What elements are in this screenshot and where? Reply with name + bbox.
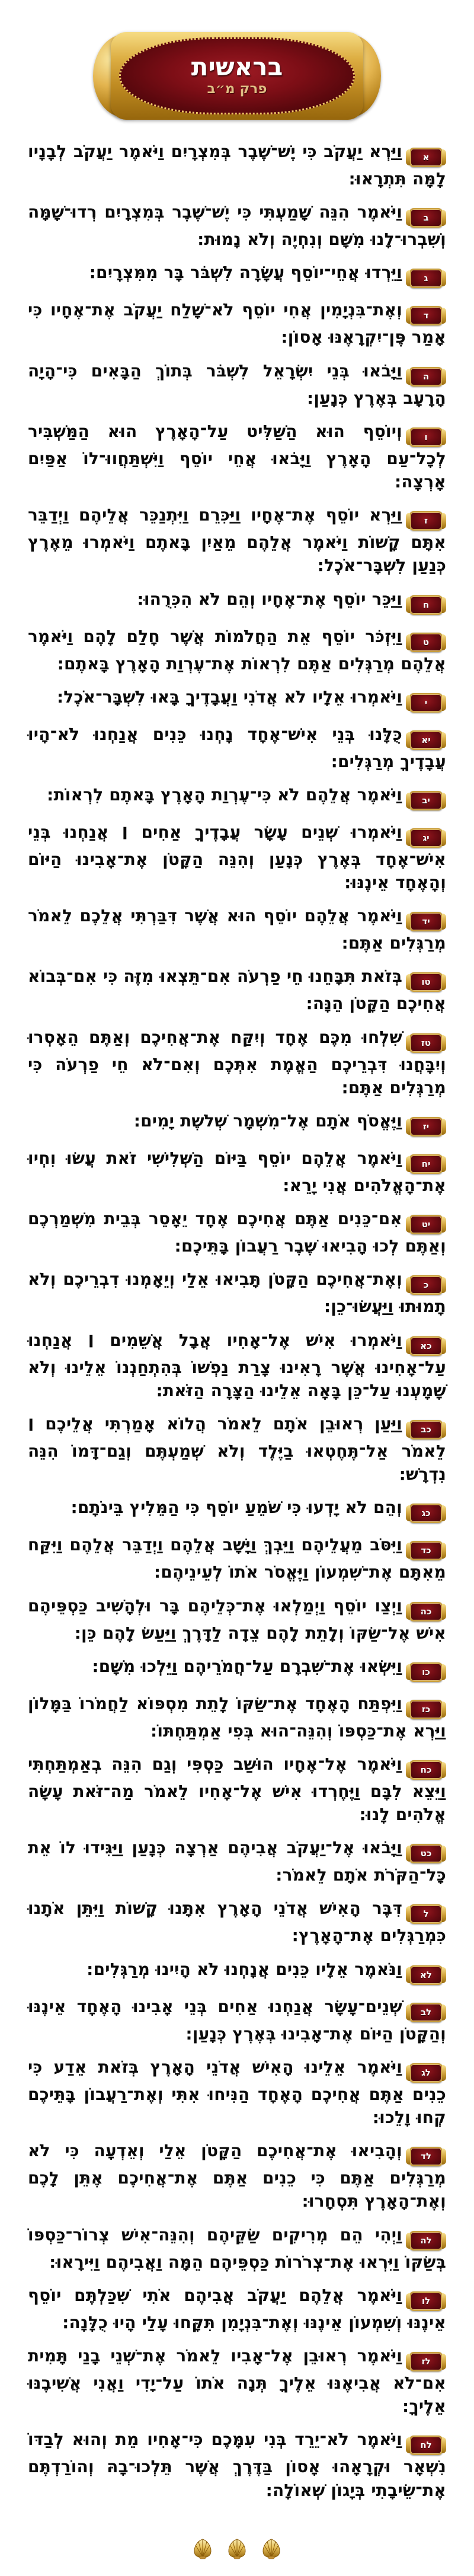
verse [28, 904, 446, 955]
verse-number-badge [409, 367, 443, 387]
verse [28, 1533, 446, 1584]
verse [28, 685, 446, 713]
verse-number-badge [409, 972, 443, 992]
verse [28, 1958, 446, 1985]
verse-number: ו [424, 431, 428, 442]
verse-number-badge [409, 1662, 443, 1682]
verse-number-badge [409, 633, 443, 652]
verse [28, 1026, 446, 1099]
verse-text: וַיִּסֹּב מֵעֲלֵיהֶם וַיֵּבְךְּ וַיָּשָׁב אֲלֵהֶם וַיְדַבֵּר אֲלֵהֶם וַיִּקַּח מֵאִתָּם אֶת־שִׁמְעוֹן וַיֶּאֱסֹר אֹתוֹ לְעֵינֵיהֶם: [28, 1535, 446, 1582]
verse-text: וַיֹּאמֶר אֲלֵהֶם יַעֲקֹב אֲבִיהֶם אֹתִי שִׁכַּלְתֶּם יוֹסֵף אֵינֶנּוּ וְשִׁמְעוֹן אֵינֶנּוּ וְאֶת־בִּנְיָמִן תִּקָּחוּ עָלַי הָיוּ כֻלָּנָה: [28, 2285, 446, 2332]
verse-text: דִּבֶּר הָאִישׁ אֲדֹנֵי הָאָרֶץ אִתָּנוּ קָשׁוֹת וַיִּתֵּן אֹתָנוּ כִּמְרַגְּלִים אֶת־הָאָרֶץ: [28, 1898, 446, 1946]
verse-number-badge [409, 1541, 443, 1560]
verse-number: לח [420, 2440, 432, 2451]
verse-number-badge [409, 912, 443, 931]
verse-number-badge [409, 1275, 443, 1295]
shell-icon [227, 2538, 247, 2559]
verse [28, 1897, 446, 1947]
verse-number-badge [409, 595, 443, 615]
verse-number-badge [409, 148, 443, 167]
verse-number-badge [409, 2291, 443, 2311]
verse-text: וַיַּכֵּר יוֹסֵף אֶת־אֶחָיו וְהֵם לֹא הִכִּרֻהוּ: [137, 589, 402, 609]
verse-text: וַיֹּאמְרוּ אִישׁ אֶל־אָחִיו אֲבָל אֲשֵׁמִים ׀ אֲנַחְנוּ עַל־אָחִינוּ אֲשֶׁר רָאִינוּ צָרַת נַפְשׁוֹ בְּהִתְחַנְנוֹ אֵלֵינוּ וְלֹא שָׁמָעְנוּ עַל־כֵּן בָּאָה אֵלֵינוּ הַצָּרָה הַזֹּאת: [28, 1330, 446, 1400]
verse-text: וַיִּשְׂאוּ אֶת־שִׁבְרָם עַל־חֲמֹרֵיהֶם וַיֵּלְכוּ מִשָּׁם: [92, 1656, 402, 1676]
verse-number-badge [409, 1965, 443, 1985]
verse-text: כֻּלָּנוּ בְּנֵי אִישׁ־אֶחָד נָחְנוּ כֵּנִים אֲנַחְנוּ לֹא־הָיוּ עֲבָדֶיךָ מְרַגְּלִים: [28, 724, 446, 771]
verse-number: יט [421, 1219, 431, 1230]
verse [28, 140, 446, 190]
verse-text: וַיֹּאמֶר רְאוּבֵן אֶל־אָבִיו לֵאמֹר אֶת־שְׁנֵי בָנַי תָּמִית אִם־לֹא אֲבִיאֶנּוּ אֵלֶיךָ תְּנָה אֹתוֹ עַל־יָדִי וַאֲנִי אֲשִׁיבֶנּוּ אֵלֶיךָ: [28, 2345, 446, 2417]
verse-number-badge [409, 1215, 443, 1234]
verse [28, 1207, 446, 1257]
verse-number-badge [409, 1154, 443, 1174]
verse-text: אִם־כֵּנִים אַתֶּם אֲחִיכֶם אֶחָד יֵאָסֵר בְּבֵית מִשְׁמַרְכֶם וְאַתֶּם לְכוּ הָבִיאוּ שֶׁבֶר רַעֲבוֹן בָּתֵּיכֶם: [28, 1209, 446, 1256]
verse-number: כג [421, 1508, 431, 1519]
chapter-label: פרק מ״ב [207, 81, 267, 97]
verse-number: ד [423, 310, 429, 321]
verse-number: יד [422, 916, 430, 927]
verse [28, 298, 446, 349]
verse-number: כח [420, 1764, 432, 1775]
verse-text: וַיַּעַן רְאוּבֵן אֹתָם לֵאמֹר הֲלוֹא אָמַרְתִּי אֲלֵיכֶם ׀ לֵאמֹר אַל־תֶּחֶטְאוּ בַיֶּלֶד וְלֹא שְׁמַעְתֶּם וְגַם־דָּמוֹ הִנֵּה נִדְרָשׁ: [28, 1413, 446, 1485]
verse [28, 503, 446, 577]
verse [28, 1753, 446, 1826]
verse-number-badge [409, 2003, 443, 2022]
verse [28, 588, 446, 615]
verse-number: לד [421, 2151, 431, 2162]
verse-number-badge [409, 208, 443, 228]
verse-number-badge [409, 1117, 443, 1137]
verse-number: לב [420, 2006, 432, 2018]
verse-text: וַיֵּרְדוּ אֲחֵי־יוֹסֵף עֲשָׂרָה לִשְׁבֹּר בָּר מִמִּצְרָיִם: [89, 263, 402, 283]
verse-number-badge [409, 2231, 443, 2251]
verse-text: וַיְצַו יוֹסֵף וַיְמַלְאוּ אֶת־כְּלֵיהֶם בָּר וּלְהָשִׁיב כַּסְפֵּיהֶם אִישׁ אֶל־שַׂקּוֹ וְלָתֵת לָהֶם צֵדָה לַדָּרֶךְ וַיַּעַשׂ לָהֶם כֵּן: [28, 1595, 446, 1643]
verse-text: וַנֹּאמֶר אֵלָיו כֵּנִים אֲנָחְנוּ לֹא הָיִינוּ מְרַגְּלִים: [87, 1959, 402, 1979]
verse-number: יח [421, 1158, 431, 1169]
verse-text: וַיֹּאמֶר לֹא־יֵרֵד בְּנִי עִמָּכֶם כִּי־אָחִיו מֵת וְהוּא לְבַדּוֹ נִשְׁאָר וּקְרָאָהוּ אָסוֹן בַּדֶּרֶךְ אֲשֶׁר תֵּלְכוּ־בָהּ וְהוֹרַדְתֶּם אֶת־שֵׂיבָתִי בְּיָגוֹן שְׁאוֹלָה: [28, 2430, 446, 2500]
verse-number: יג [422, 832, 430, 843]
verse-number: טז [421, 1037, 431, 1048]
verse-number: ב [423, 212, 429, 224]
verse-number-badge [409, 2063, 443, 2083]
shell-icon [261, 2538, 281, 2559]
verse [28, 821, 446, 894]
verse-number-badge [409, 1033, 443, 1053]
verse-text: וַיַּרְא יוֹסֵף אֶת־אֶחָיו וַיַּכִּרֵם וַיִּתְנַכֵּר אֲלֵיהֶם וַיְדַבֵּר אִתָּם קָשׁוֹת וַיֹּאמֶר אֲלֵהֶם מֵאַיִן בָּאתֶם וַיֹּאמְרוּ מֵאֶרֶץ כְּנַעַן לִשְׁבָּר־אֹכֶל: [28, 505, 446, 576]
verse-number-badge [409, 2435, 443, 2455]
verse-number-badge [409, 1844, 443, 1863]
verse-number-badge [409, 269, 443, 288]
verse-number-badge [409, 1904, 443, 1924]
verse-text: וְהֵם לֹא יָדְעוּ כִּי שֹׁמֵעַ יוֹסֵף כִּי הַמֵּלִיץ בֵּינֹתָם: [71, 1498, 402, 1518]
verse-number-badge [409, 306, 443, 325]
verse-number: כד [421, 1545, 431, 1556]
banner-red-panel [119, 37, 355, 114]
verse-number: לג [421, 2067, 431, 2078]
verse [28, 359, 446, 410]
verse [28, 1836, 446, 1886]
verse [28, 261, 446, 288]
verse-number-badge [409, 791, 443, 810]
verse-number-badge [409, 730, 443, 750]
verse-number-badge [409, 1504, 443, 1523]
verse [28, 1496, 446, 1523]
verse [28, 2428, 446, 2501]
verse [28, 965, 446, 1015]
verse-number-badge [409, 2147, 443, 2166]
verse-number: לא [420, 1969, 432, 1980]
verse [28, 1329, 446, 1402]
verse-number: ל [423, 1908, 429, 1920]
verse-text: וַיֹּאמְרוּ שְׁנֵים עָשָׂר עֲבָדֶיךָ אַחִים ׀ אֲנַחְנוּ בְּנֵי אִישׁ־אֶחָד בְּאֶרֶץ כְּנָעַן וְהִנֵּה הַקָּטֹן אֶת־אָבִינוּ הַיּוֹם וְהָאֶחָד אֵינֶנּוּ: [28, 822, 446, 893]
verse-number: י [424, 697, 428, 708]
verse-number: ט [422, 636, 430, 647]
verse-text: וְהָבִיאוּ אֶת־אֲחִיכֶם הַקָּטֹן אֵלַי וְאֵדְעָה כִּי לֹא מְרַגְּלִים אַתֶּם כִּי כֵנִים אַתֶּם אֶת־אֲחִיכֶם אֶתֵּן לָכֶם וְאֶת־הָאָרֶץ תִּסְחָרוּ: [28, 2141, 446, 2211]
verse [28, 1412, 446, 1486]
verse [28, 2223, 446, 2274]
verse-number: כו [422, 1666, 430, 1677]
verse-number: לז [421, 2355, 431, 2367]
verse-text: וַיֹּאמֶר אֵלֵינוּ הָאִישׁ אֲדֹנֵי הָאָרֶץ בְּזֹאת אֵדַע כִּי כֵנִים אַתֶּם אֲחִיכֶם הָאֶחָד הַנִּיחוּ אִתִּי וְאֶת־רַעֲבוֹן בָּתֵּיכֶם קְחוּ וָלֵכוּ: [28, 2057, 446, 2127]
verse-text: שִׁלְחוּ מִכֶּם אֶחָד וְיִקַּח אֶת־אֲחִיכֶם וְאַתֶּם הֵאָסְרוּ וְיִבָּחֲנוּ דִּבְרֵיכֶם הַאֱמֶת אִתְּכֶם וְאִם־לֹא חֵי פַרְעֹה כִּי מְרַגְּלִים אַתֶּם: [28, 1027, 446, 1097]
verse [28, 2344, 446, 2418]
verse-number: לו [421, 2295, 431, 2306]
verse-number-badge [409, 1336, 443, 1356]
page-root [0, 32, 474, 2559]
verse-number: ח [422, 599, 430, 610]
verse [28, 1594, 446, 1645]
verse [28, 1655, 446, 1682]
verse [28, 1147, 446, 1197]
verse-text: וַיָּבֹאוּ אֶל־יַעֲקֹב אֲבִיהֶם אַרְצָה כְּנָעַן וַיַּגִּידוּ לוֹ אֵת כָּל־הַקֹּרֹת אֹתָם לֵאמֹר: [28, 1838, 446, 1885]
footer-ornament [0, 2538, 474, 2559]
verse [28, 1995, 446, 2045]
verse-text: וְאֶת־אֲחִיכֶם הַקָּטֹן תָּבִיאוּ אֵלַי וְיֵאָמְנוּ דִבְרֵיכֶם וְלֹא תָמוּתוּ וַיַּעֲשׂוּ־כֵן: [28, 1269, 446, 1317]
verse-number: ה [422, 371, 430, 382]
verse-number: א [422, 152, 430, 162]
verse-text: בְּזֹאת תִּבָּחֵנוּ חֵי פַרְעֹה אִם־תֵּצְאוּ מִזֶּה כִּי אִם־בְּבוֹא אֲחִיכֶם הַקָּטֹן הֵנָּה: [28, 966, 446, 1014]
verse-number-badge [409, 511, 443, 531]
verse-text: וַיֹּאמֶר אֶל־אֶחָיו הוּשַׁב כַּסְפִּי וְגַם הִנֵּה בְאַמְתַּחְתִּי וַיֵּצֵא לִבָּם וַיֶּחֶרְדוּ אִישׁ אֶל־אָחִיו לֵאמֹר מַה־זֹּאת עָשָׂה אֱלֹהִים לָנוּ: [28, 1754, 446, 1825]
chapter-banner [98, 32, 376, 120]
verse-text: וְאֶת־בִּנְיָמִין אֲחִי יוֹסֵף לֹא־שָׁלַח יַעֲקֹב אֶת־אֶחָיו כִּי אָמַר פֶּן־יִקְרָאֶנּוּ אָסוֹן: [28, 300, 446, 347]
verse-text: וַיֶּאֱסֹף אֹתָם אֶל־מִשְׁמָר שְׁלֹשֶׁת יָמִים: [133, 1111, 402, 1131]
verse [28, 625, 446, 675]
verse [28, 1268, 446, 1318]
verse-number: לה [420, 2235, 432, 2246]
verse [28, 1692, 446, 1742]
verse-number: כה [420, 1605, 432, 1617]
verse [28, 200, 446, 251]
verse-number-badge [409, 1420, 443, 1439]
verse-number-badge [409, 427, 443, 447]
verse-text: וַיִּפְתַּח הָאֶחָד אֶת־שַׂקּוֹ לָתֵת מִסְפּוֹא לַחֲמֹרוֹ בַּמָּלוֹן וַיַּרְא אֶת־כַּסְפּוֹ וְהִנֵּה־הוּא בְּפִי אַמְתַּחְתּוֹ: [28, 1693, 446, 1741]
verse [28, 2284, 446, 2334]
verse-text: וַיֹּאמֶר אֲלֵהֶם לֹא כִּי־עֶרְוַת הָאָרֶץ בָּאתֶם לִרְאוֹת: [47, 784, 402, 805]
verse-number-badge [409, 693, 443, 713]
verse [28, 723, 446, 773]
verse-number: טו [421, 976, 431, 988]
verse-number-badge [409, 828, 443, 848]
verse [28, 420, 446, 493]
verse [28, 2055, 446, 2129]
verse-number: יז [422, 1121, 430, 1132]
verse-text: שְׁנֵים־עָשָׂר אֲנַחְנוּ אַחִים בְּנֵי אָבִינוּ הָאֶחָד אֵינֶנּוּ וְהַקָּטֹן הַיּוֹם אֶת־אָבִינוּ בְּאֶרֶץ כְּנָעַן: [28, 1996, 446, 2044]
verse-number: כ [423, 1279, 429, 1291]
verse-number: כט [420, 1848, 432, 1859]
shell-icon [193, 2538, 213, 2559]
verse [28, 783, 446, 810]
verse-number: ז [424, 515, 428, 526]
verse-text: וַיַּרְא יַעֲקֹב כִּי יֶשׁ־שֶׁבֶר בְּמִצְרָיִם וַיֹּאמֶר יַעֲקֹב לְבָנָיו לָמָּה תִּתְרָאוּ: [28, 142, 446, 189]
verse-text: וַיִּזְכֹּר יוֹסֵף אֵת הַחֲלֹמוֹת אֲשֶׁר חָלַם לָהֶם וַיֹּאמֶר אֲלֵהֶם מְרַגְּלִים אַתֶּם לִרְאוֹת אֶת־עֶרְוַת הָאָרֶץ בָּאתֶם: [28, 626, 446, 673]
verse [28, 2139, 446, 2213]
verse-text: וְיוֹסֵף הוּא הַשַּׁלִּיט עַל־הָאָרֶץ הוּא הַמַּשְׁבִּיר לְכָל־עַם הָאָרֶץ וַיָּבֹאוּ אֲחֵי יוֹסֵף וַיִּשְׁתַּחֲווּ־לוֹ אַפַּיִם אָרְצָה: [28, 421, 446, 491]
verse-text: וַיָּבֹאוּ בְּנֵי יִשְׂרָאֵל לִשְׁבֹּר בְּתוֹךְ הַבָּאִים כִּי־הָיָה הָרָעָב בְּאֶרֶץ כְּנָעַן: [28, 360, 446, 408]
verses-container [28, 140, 446, 2518]
banner-gold-frame [111, 32, 363, 120]
verse-number: כז [421, 1703, 431, 1715]
book-title: בראשית [191, 52, 283, 82]
verse-number: כב [421, 1423, 431, 1435]
verse-number-badge [409, 1700, 443, 1719]
verse-number-badge [409, 1602, 443, 1621]
verse-text: וַיְהִי הֵם מְרִיקִים שַׂקֵּיהֶם וְהִנֵּה־אִישׁ צְרוֹר־כַּסְפּוֹ בְּשַׂקּוֹ וַיִּרְאוּ אֶת־צְרֹרוֹת כַּסְפֵּיהֶם הֵמָּה וַאֲבִיהֶם וַיִּירָאוּ: [28, 2224, 446, 2272]
verse-number: יב [422, 794, 430, 806]
verse-number: יא [421, 734, 431, 745]
verse-text: וַיֹּאמֶר אֲלֵהֶם יוֹסֵף הוּא אֲשֶׁר דִּבַּרְתִּי אֲלֵכֶם לֵאמֹר מְרַגְּלִים אַתֶּם: [28, 906, 446, 953]
verse-text: וַיֹּאמֶר הִנֵּה שָׁמַעְתִּי כִּי יֶשׁ־שֶׁבֶר בְּמִצְרָיִם רְדוּ־שָׁמָּה וְשִׁבְרוּ־לָנוּ מִשָּׁם וְנִחְיֶה וְלֹא נָמוּת: [28, 202, 446, 250]
verse-number: ג [424, 273, 428, 284]
verse-number: כא [420, 1340, 432, 1351]
verse-number-badge [409, 1760, 443, 1780]
verse-text: וַיֹּאמְרוּ אֵלָיו לֹא אֲדֹנִי וַעֲבָדֶיךָ בָּאוּ לִשְׁבָּר־אֹכֶל: [56, 687, 402, 707]
verse-text: וַיֹּאמֶר אֲלֵהֶם יוֹסֵף בַּיּוֹם הַשְּׁלִישִׁי זֹאת עֲשׂוּ וִחְיוּ אֶת־הָאֱלֹהִים אֲנִי יָרֵא: [28, 1148, 446, 1195]
verse-number-badge [409, 2352, 443, 2371]
verse [28, 1109, 446, 1137]
